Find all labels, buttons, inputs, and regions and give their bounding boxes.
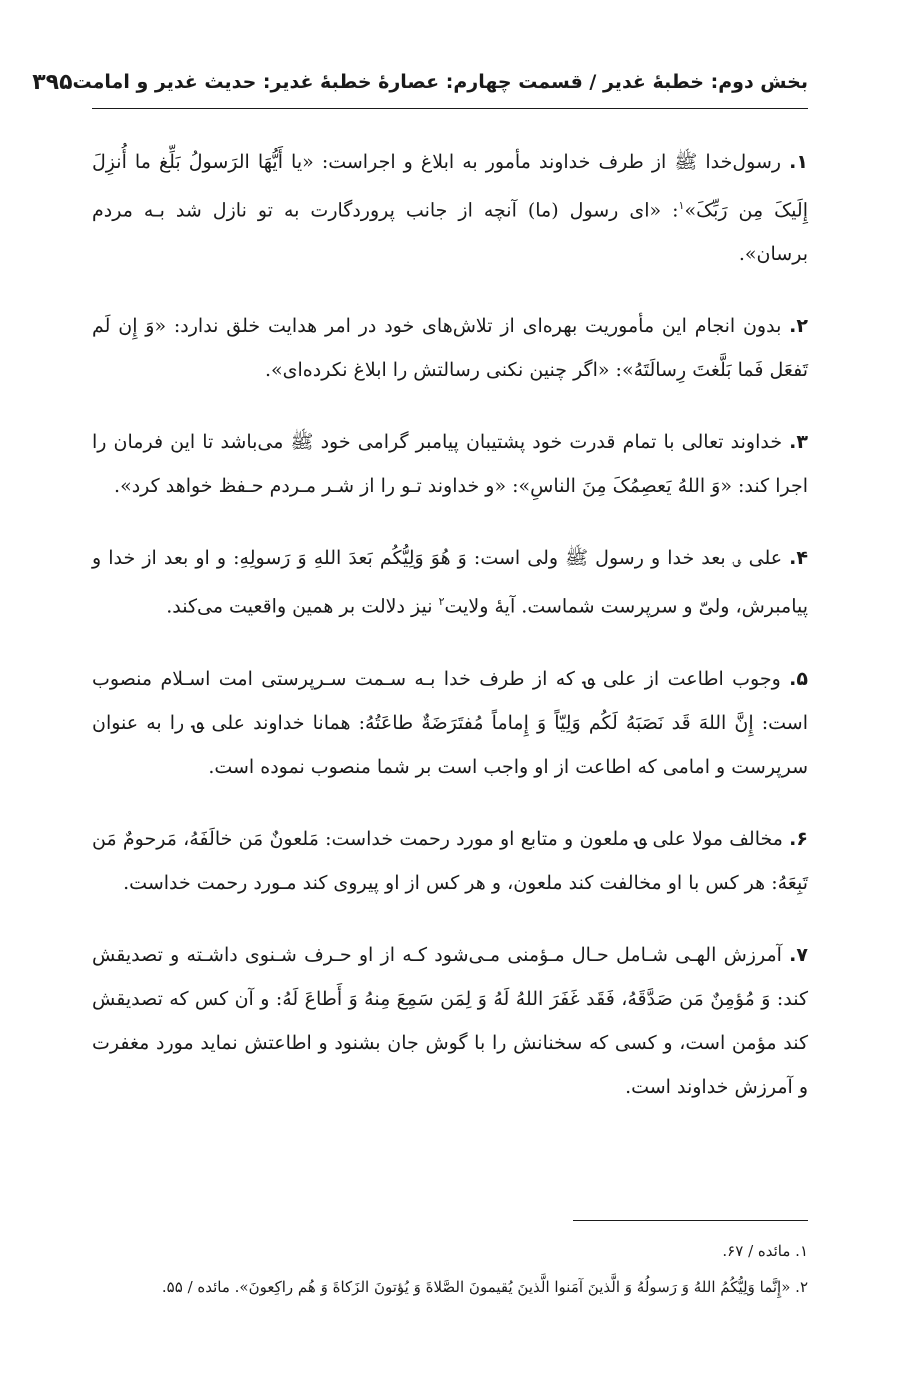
- body-text: [92, 140, 808, 1137]
- paragraph-text: مخالف مولا علی ؈ ملعون و متابع او مورد رحمت خداست: مَلعونٌ مَن خالَفَهُ، مَرحومٌ مَن تَبِعَهُ: هر کس با او مخالفت کند ملعون، و هر کس از او پیروی کند مـورد رحمت خداست.: [92, 827, 808, 894]
- paragraph-text: بدون انجام این مأموریت بهره‌ای از تلاش‌های خود در امر هدایت خلق ندارد: «وَ إِن لَم تَفعَل فَما بَلَّغتَ رِسالَتَهُ»: «اگر چنین نکنی رسالتش را ابلاغ نکرده‌ای».: [92, 315, 808, 382]
- footnote-1: ۱. مائده / ۶۷.: [722, 1242, 808, 1260]
- paragraph-number: ۵.: [789, 667, 808, 690]
- paragraph-number: ۷.: [789, 943, 808, 966]
- paragraph-text: خداوند تعالی با تمام قدرت خود پشتیبان پیامبر گرامی خود ﷺ می‌باشد تا این فرمان را اجرا کند: «وَ اللهُ یَعصِمُکَ مِنَ الناسِ»: «و خداوند تـو را از شـر مـردم حـفظ خواهد کرد».: [92, 431, 808, 498]
- page-number: ۳۹۵: [32, 69, 73, 95]
- paragraph-2: [92, 304, 808, 392]
- paragraph-text-cont: : «ای رسول (ما) آنچه از جانب پروردگارت به تو نازل شد بـه مردم برسان».: [92, 199, 808, 266]
- paragraph-text-cont: نیز دلالت بر همین واقعیت می‌کند.: [166, 595, 439, 618]
- paragraph-number: ۶.: [789, 827, 808, 850]
- footnote-ref: ۲: [438, 595, 445, 609]
- paragraph-number: ۴.: [789, 547, 808, 570]
- paragraph-7: [92, 933, 808, 1109]
- paragraph-1: [92, 140, 808, 276]
- paragraph-4: [92, 536, 808, 628]
- footnote-divider: [573, 1220, 808, 1221]
- running-header: [32, 62, 808, 109]
- paragraph-5: [92, 657, 808, 789]
- paragraph-number: ۲.: [789, 315, 808, 338]
- paragraph-text: رسول‌خدا ﷺ از طرف خداوند مأمور به ابلاغ و اجراست: «یا أَیُّهَا الرَسولُ بَلِّغ ما أُنزِلَ إِلَیکَ مِن رَبِّکَ»: [92, 151, 808, 222]
- paragraph-6: [92, 817, 808, 905]
- footnotes: [92, 1238, 808, 1310]
- paragraph-number: ۱.: [789, 151, 808, 173]
- paragraph-text: علی ؈ بعد خدا و رسول ﷺ ولی است: وَ هُوَ وَلِیُّکُم بَعدَ اللهِ وَ رَسولِهِ: و او بعد از خدا و پیامبرش، ولیّ و سرپرست شماست. آیۀ ولایت: [92, 547, 808, 618]
- header-title: بخش دوم: خطبۀ غدیر / قسمت چهارم: عصارۀ خطبۀ غدیر: حدیث غدیر و امامت: [72, 71, 808, 93]
- footnote-ref: ۱: [678, 199, 685, 212]
- paragraph-number: ۳.: [789, 431, 808, 454]
- paragraph-text: وجوب اطاعت از علی ؈ که از طرف خدا بـه سـمت سـرپرستی امت اسـلام منصوب است: إِنَّ اللهَ قَد نَصَبَهُ لَکُم وَلِیّاً وَ إِماماً مُفتَرَضَةٌ طاعَتُهُ: همانا خداوند علی ؈ را به عنوان سرپرست و امامی که اطاعت از او واجب است بر شما منصوب نموده است.: [92, 667, 808, 778]
- footnote-2: ۲. «إِنَّما وَلِیُّکُمُ اللهُ وَ رَسولُهُ وَ الَّذینَ آمَنوا الَّذینَ یُقیمونَ الصَّلاةَ وَ یُؤتونَ الزَکاةَ وَ هُم راکِعونَ». مائده / ۵۵.: [161, 1278, 808, 1296]
- paragraph-3: [92, 420, 808, 508]
- paragraph-text: آمرزش الهـی شـامل حـال مـؤمنی مـی‌شود کـه از او حـرف شـنوی داشـته و تصدیقش کند: وَ مُؤمِنٌ مَن صَدَّقَهُ، فَقَد غَفَرَ اللهُ لَهُ وَ لِمَن سَمِعَ مِنهُ وَ أَطاعَ لَهُ: و آن کس که تصدیقش کند مؤمن است، و کسی که سخنانش را با گوش جان بشنود و اطاعتش نماید مورد مغفرت و آمرزش خداوند است.: [92, 943, 808, 1098]
